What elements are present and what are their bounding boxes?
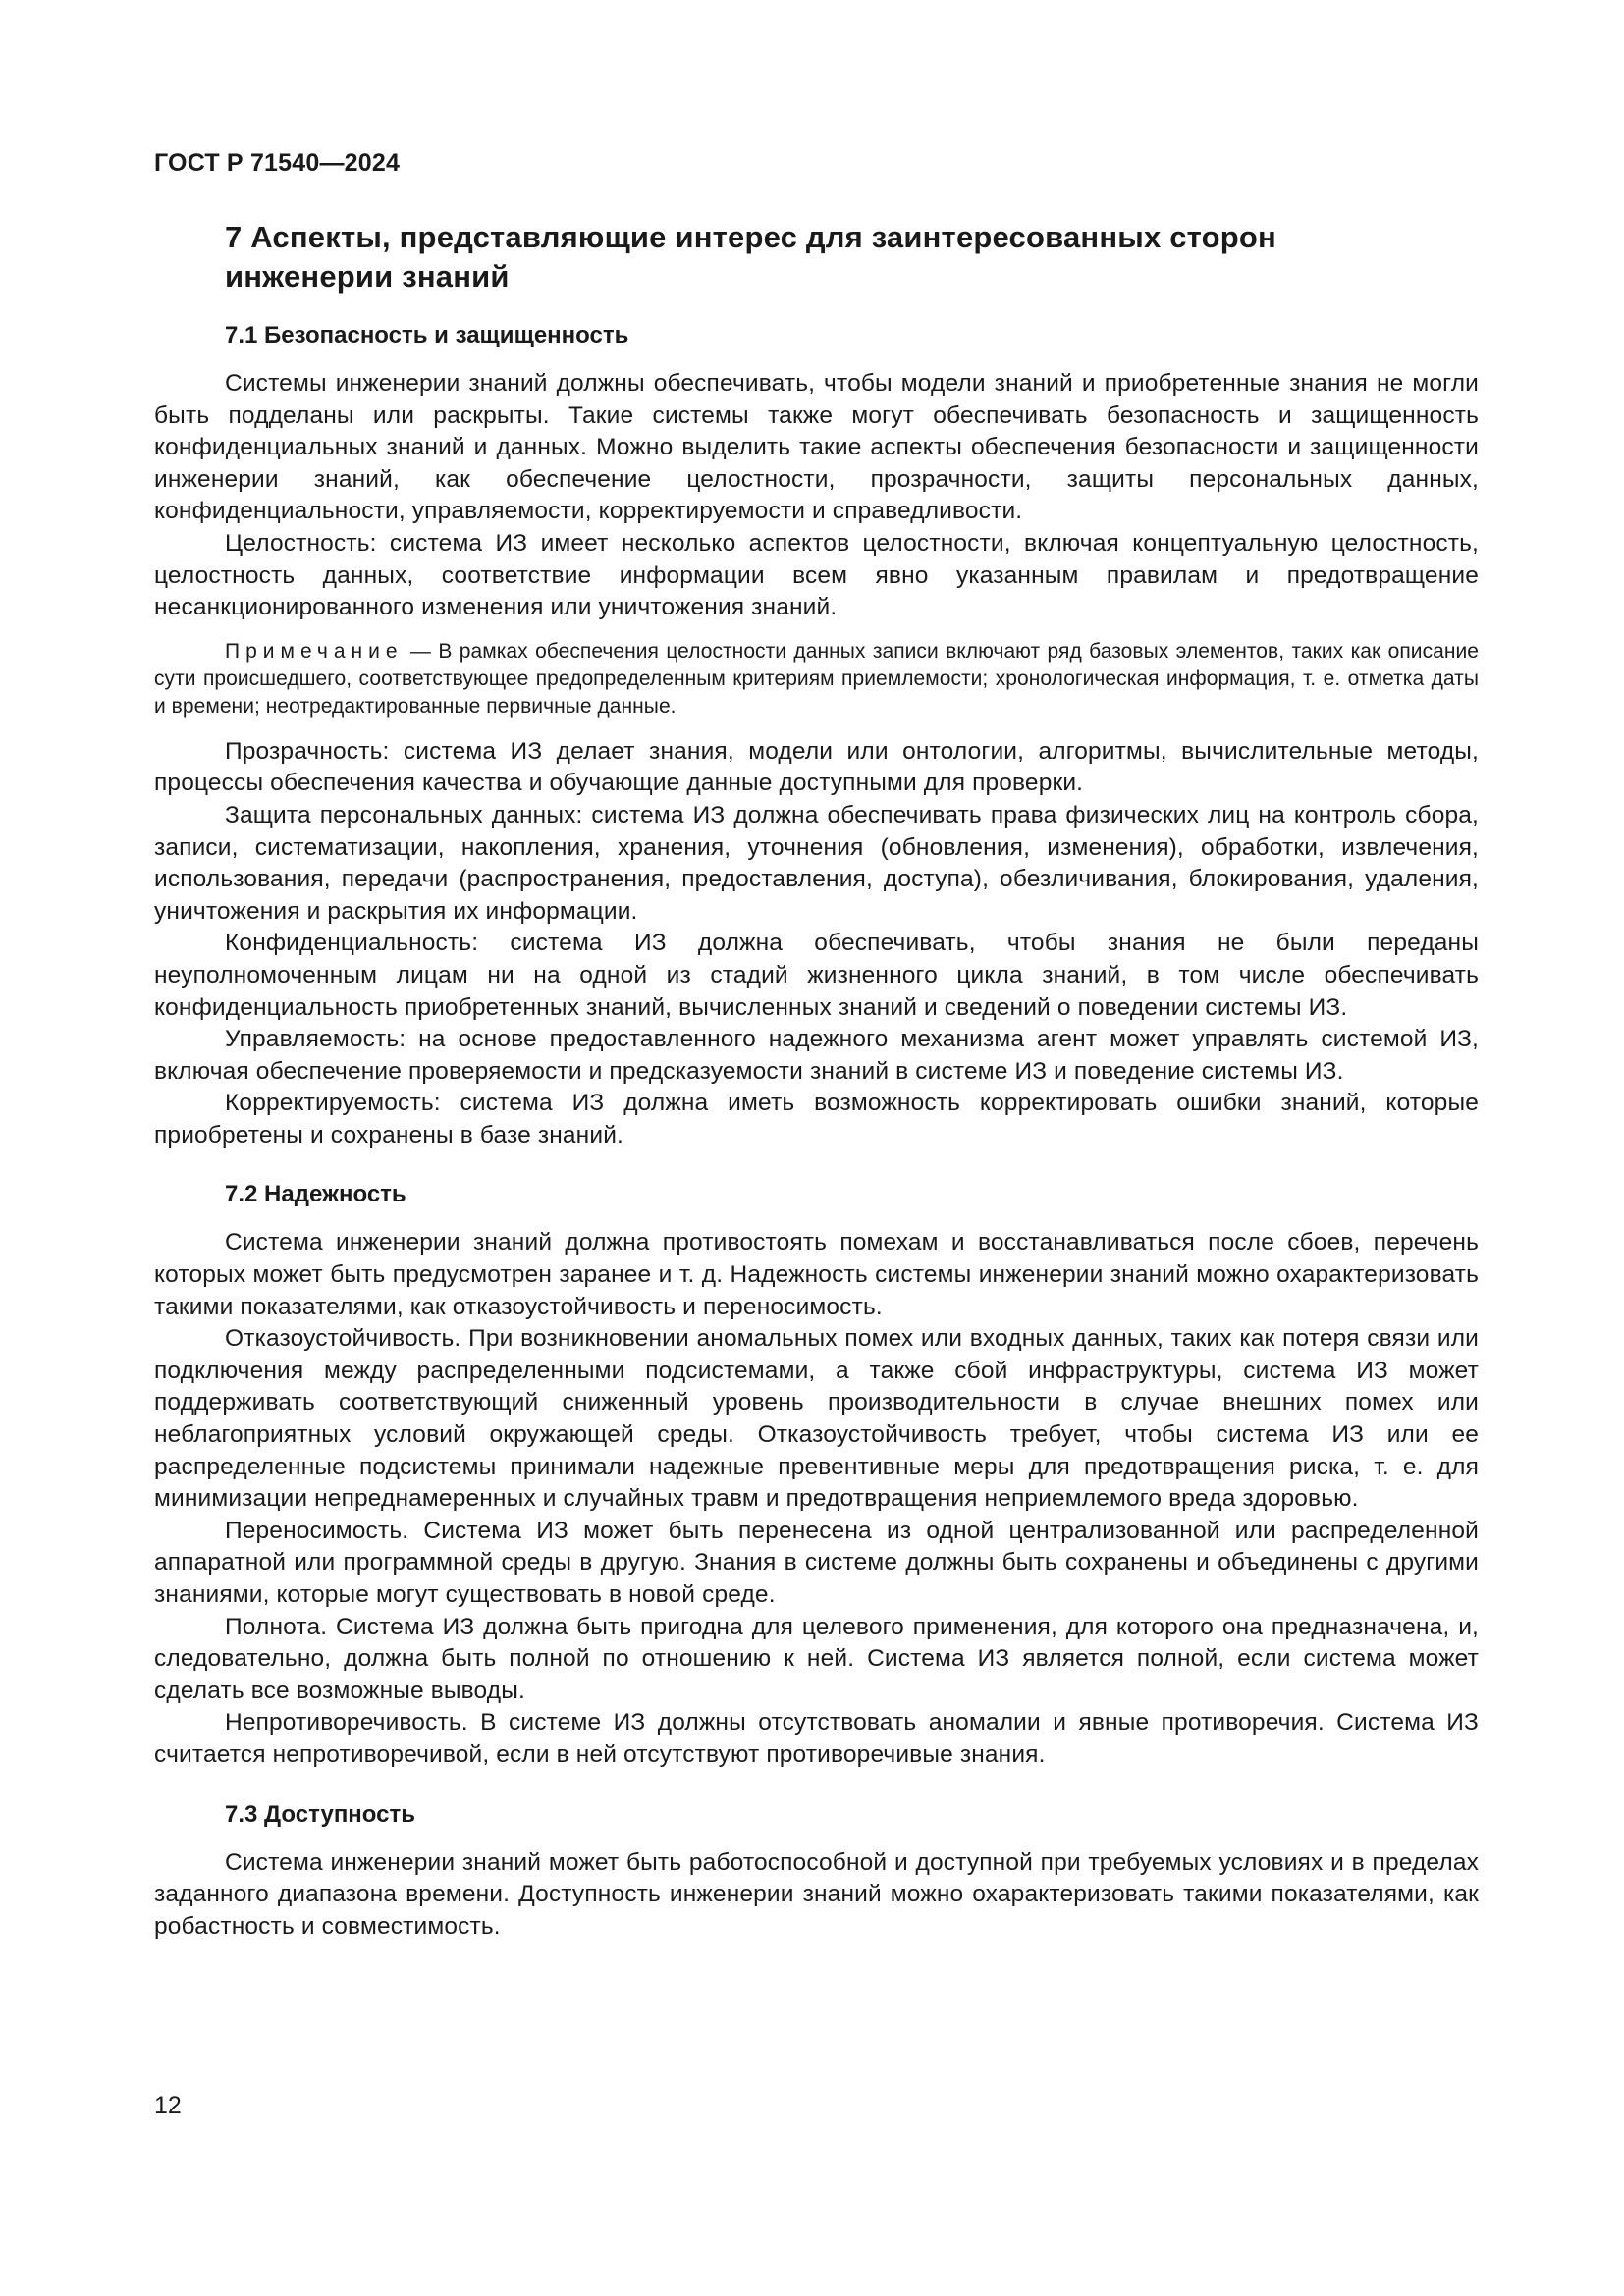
document-code: ГОСТ Р 71540—2024: [154, 149, 401, 177]
paragraph: Полнота. Система ИЗ должна быть пригодна для целевого применения, для которого она предназначена, и, следовательно, должна быть полной по отношению к ней. Система ИЗ является полной, если система может сделать все возможные выводы.: [154, 1613, 1479, 1704]
paragraph: Управляемость: на основе предоставленного надежного механизма агент может управлять системой ИЗ, включая обеспечение проверяемости и предсказуемости знаний в системе ИЗ и поведение системы ИЗ.: [154, 1026, 1479, 1085]
page-content: [154, 218, 1479, 1943]
paragraph: Целостность: система ИЗ имеет несколько аспектов целостности, включая концептуальную целостность, целостность данных, соответствие информации всем явно указанным правилам и предотвращение несанкционированного изменения или уничтожения знаний.: [154, 529, 1479, 621]
section-title: [225, 218, 1479, 296]
subsection-title-7-1: 7.1 Безопасность и защищенность: [225, 322, 629, 348]
paragraph: Непротиворечивость. В системе ИЗ должны отсутствовать аномалии и явные противоречия. Система ИЗ считается непротиворечивой, если в ней отсутствуют противоречивые знания.: [154, 1709, 1479, 1768]
section-title-line-2: инженерии знаний: [225, 259, 510, 294]
paragraph: Переносимость. Система ИЗ может быть перенесена из одной централизованной или распределенной аппаратной или программной среды в другую. Знания в системе должны быть сохранены и объединены с другими знаниями, которые могут существовать в новой среде.: [154, 1517, 1479, 1608]
paragraph: Отказоустойчивость. При возникновении аномальных помех или входных данных, таких как потеря связи или подключения между распределенными подсистемами, а также сбой инфраструктуры, система ИЗ может поддерживать соответствующий сниженный уровень производительности в случае внешних помех или неблагоприятных условий окружающей среды. Отказоустойчивость требует, чтобы система ИЗ или ее распределенные подсистемы принимали надежные превентивные меры для предотвращения риска, т. е. для минимизации непреднамеренных и случайных травм и предотвращения неприемлемого вреда здоровью.: [154, 1325, 1479, 1513]
paragraph: Системы инженерии знаний должны обеспечивать, чтобы модели знаний и приобретенные знания не могли быть подделаны или раскрыты. Такие системы также могут обеспечивать безопасность и защищенность конфиденциальных знаний и данных. Можно выделить такие аспекты обеспечения безопасности и защищенности инженерии знаний, как обеспечение целостности, прозрачности, защиты персональных данных, конфиденциальности, управляемости, корректируемости и справедливости.: [154, 370, 1479, 525]
section-title-line-1: 7 Аспекты, представляющие интерес для заинтересованных сторон: [225, 220, 1276, 254]
note-text: — В рамках обеспечения целостности данных записи включают ряд базовых элементов, таких как описание сути происшедшего, соответствующее предопределенным критериям приемлемости; хронологическая информация, т. е. отметка даты и времени; неотредактированные первичные данные.: [154, 639, 1479, 718]
paragraph: Конфиденциальность: система ИЗ должна обеспечивать, чтобы знания не были переданы неуполномоченным лицам ни на одной из стадий жизненного цикла знаний, в том числе обеспечивать конфиденциальность приобретенных знаний, вычисленных знаний и сведений о поведении системы ИЗ.: [154, 930, 1479, 1021]
subsection-title-7-3: 7.3 Доступность: [225, 1800, 416, 1828]
paragraph: Корректируемость: система ИЗ должна иметь возможность корректировать ошибки знаний, которые приобретены и сохранены в базе знаний.: [154, 1090, 1479, 1148]
subsection-title-7-2: 7.2 Надежность: [225, 1181, 406, 1208]
page-number: 12: [154, 2092, 182, 2119]
paragraph: Прозрачность: система ИЗ делает знания, модели или онтологии, алгоритмы, вычислительные методы, процессы обеспечения качества и обучающие данные доступными для проверки.: [154, 737, 1479, 797]
paragraph: Система инженерии знаний может быть работоспособной и доступной при требуемых условиях и в пределах заданного диапазона времени. Доступность инженерии знаний можно охарактеризовать такими показателями, как робастность и совместимость.: [154, 1848, 1479, 1940]
note-label: Примечание: [225, 639, 404, 663]
paragraph: Система инженерии знаний должна противостоять помехам и восстанавливаться после сбоев, перечень которых может быть предусмотрен заранее и т. д. Надежность системы инженерии знаний можно охарактеризовать такими показателями, как отказоустойчивость и переносимость.: [154, 1229, 1479, 1320]
paragraph: Защита персональных данных: система ИЗ должна обеспечивать права физических лиц на контроль сбора, записи, систематизации, накопления, хранения, уточнения (обновления, изменения), обработки, извлечения, использования, передачи (распространения, предоставления, доступа), обезличивания, блокирования, удаления, уничтожения и раскрытия их информации.: [154, 801, 1479, 925]
note: [154, 638, 1479, 721]
